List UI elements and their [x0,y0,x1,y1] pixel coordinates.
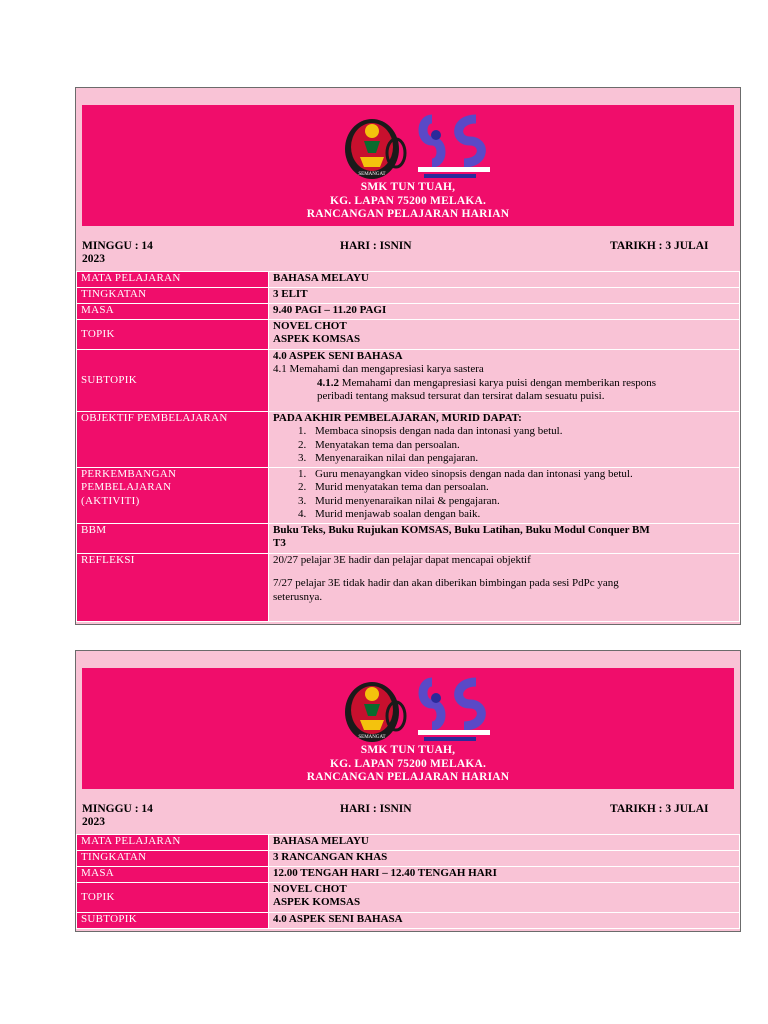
reflection-line: 20/27 pelajar 3E hadir dan pelajar dapat mencapai objektif [273,554,531,566]
bbm-value [269,524,740,554]
school-crest-logo [342,113,412,183]
objective-label: OBJEKTIF PEMBELAJARAN [77,412,269,468]
meta-row [82,240,734,270]
activity-label-line: PEMBELAJARAN [81,481,172,494]
svg-text:SEMANGAT: SEMANGAT [358,735,386,740]
topic-value [269,883,740,913]
activity-list [273,468,735,521]
form-label: TINGKATAN [77,851,269,867]
list-item: 2. Murid menyatakan tema dan persoalan. [309,481,735,494]
lesson-plan-1 [75,87,741,625]
form-value: 3 RANCANGAN KHAS [269,851,740,867]
time-value: 12.00 TENGAH HARI – 12.40 TENGAH HARI [269,867,740,883]
header-banner [82,668,734,789]
meta-row [82,803,734,833]
topic-line: ASPEK KOMSAS [273,333,361,346]
objective-heading: PADA AKHIR PEMBELAJARAN, MURID DAPAT: [273,412,522,424]
lesson-plan-2 [75,650,741,932]
list-item: 1. Guru menayangkan video sinopsis dengan nada dan intonasi yang betul. [309,468,735,481]
topic-label: TOPIK [77,320,269,350]
form-label: TINGKATAN [77,288,269,304]
school-crest-logo [342,676,412,746]
year: 2023 [82,253,105,265]
objective-value [269,412,740,468]
activity-label [77,468,269,524]
topic-line: NOVEL CHOT [273,320,347,332]
reflection-line: 7/27 pelajar 3E tidak hadir dan akan diberikan bimbingan pada sesi PdPc yang [273,577,619,590]
subject-value: BAHASA MELAYU [269,272,740,288]
school-header [82,181,734,222]
logos [82,674,734,746]
subject-label: MATA PELAJARAN [77,272,269,288]
subject-value: BAHASA MELAYU [269,835,740,851]
topic-line: ASPEK KOMSAS [273,896,361,909]
list-item: 3. Menyenaraikan nilai dan pengajaran. [309,452,735,465]
reflection-line: seterusnya. [273,590,323,603]
school-name: SMK TUN TUAH, [360,744,456,756]
activity-label-line: PERKEMBANGAN [81,468,177,480]
time-label: MASA [77,304,269,320]
week: MINGGU : 14 [82,240,153,252]
school-address: KG. LAPAN 75200 MELAKA. [329,194,487,207]
plan-table [76,271,740,622]
reflection-value [269,554,740,622]
document-title: RANCANGAN PELAJARAN HARIAN [306,771,510,783]
program-logo [414,674,494,746]
subtopic-heading: 4.0 ASPEK SENI BAHASA [269,913,740,929]
school-address: KG. LAPAN 75200 MELAKA. [329,757,487,770]
bbm-label: BBM [77,524,269,554]
day: HARI : ISNIN [340,240,412,252]
bbm-line: T3 [273,537,286,550]
svg-text:SEMANGAT: SEMANGAT [358,172,386,177]
subtopic-line: 4.1 Memahami dan mengapresiasi karya sastera [273,363,484,376]
date: TARIKH : 3 JULAI [610,240,709,252]
date: TARIKH : 3 JULAI [610,803,709,815]
subtopic-heading: 4.0 ASPEK SENI BAHASA [273,350,403,362]
subtopic-label: SUBTOPIK [77,913,269,929]
logos [82,111,734,183]
subtopic-label: SUBTOPIK [77,350,269,412]
week: MINGGU : 14 [82,803,153,815]
time-value: 9.40 PAGI – 11.20 PAGI [269,304,740,320]
reflection-label: REFLEKSI [77,554,269,622]
school-name: SMK TUN TUAH, [360,181,456,193]
bbm-line: Buku Teks, Buku Rujukan KOMSAS, Buku Latihan, Buku Modul Conquer BM [273,524,650,536]
year: 2023 [82,816,105,828]
time-label: MASA [77,867,269,883]
program-logo [414,111,494,183]
plan-table [76,834,740,929]
subject-label: MATA PELAJARAN [77,835,269,851]
objective-list [273,425,735,465]
day: HARI : ISNIN [340,803,412,815]
subtopic-line: peribadi tentang maksud tersurat dan tersirat dalam sesuatu puisi. [317,389,605,402]
school-header [82,744,734,785]
topic-value [269,320,740,350]
topic-line: NOVEL CHOT [273,883,347,895]
list-item: 2. Menyatakan tema dan persoalan. [309,439,735,452]
subtopic-text: Memahami dan mengapresiasi karya puisi dengan memberikan respons [339,376,657,389]
subtopic-value [269,350,740,412]
subtopic-number: 4.1.2 [317,376,339,389]
activity-label-line: (AKTIVITI) [81,494,140,507]
form-value: 3 ELIT [269,288,740,304]
subtopic-line [273,377,735,390]
list-item: 4. Murid menjawab soalan dengan baik. [309,508,735,521]
document-title: RANCANGAN PELAJARAN HARIAN [306,208,510,220]
list-item: 1. Membaca sinopsis dengan nada dan intonasi yang betul. [309,425,735,438]
list-item: 3. Murid menyenaraikan nilai & pengajaran. [309,495,735,508]
topic-label: TOPIK [77,883,269,913]
header-banner [82,105,734,226]
activity-value [269,468,740,524]
